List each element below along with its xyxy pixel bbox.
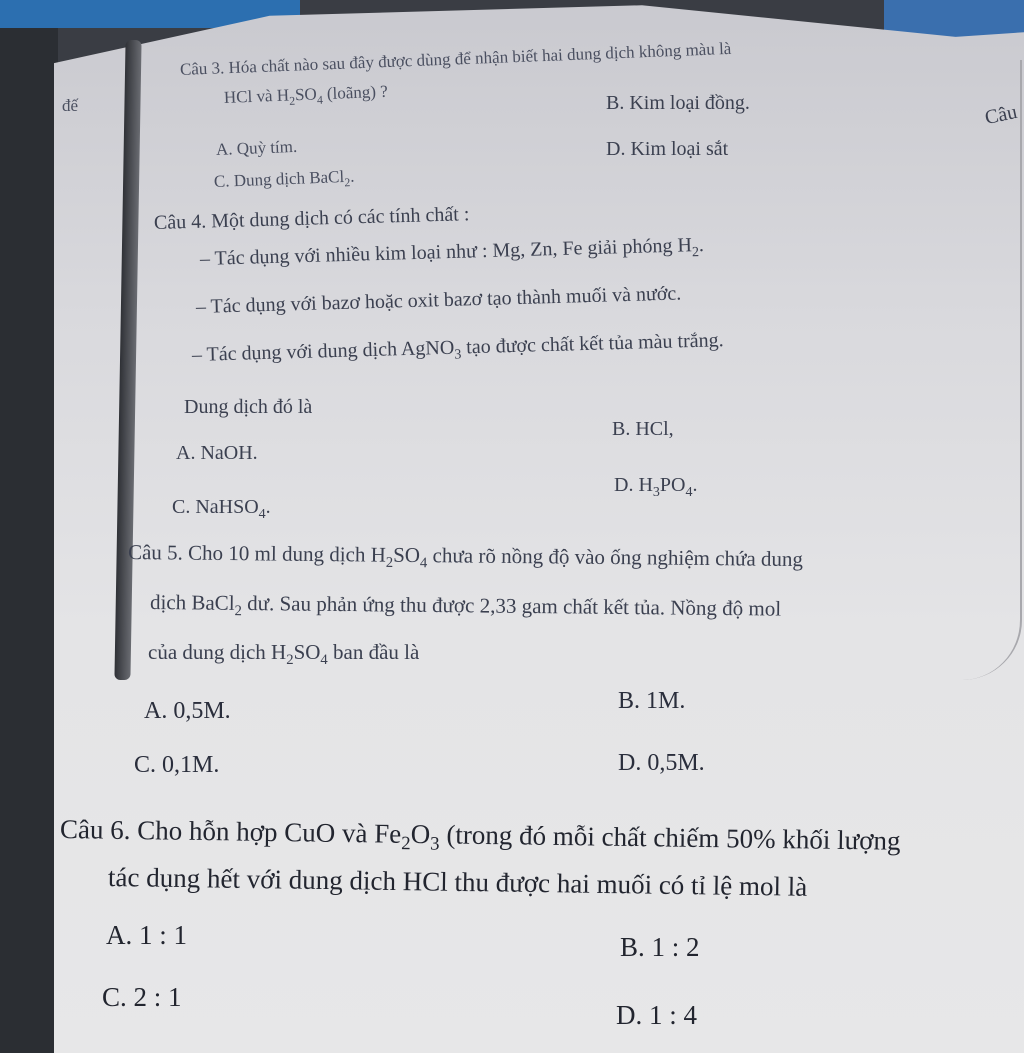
- question-4-option-a: A. NaOH.: [176, 442, 258, 464]
- question-5-line-1: Câu 5. Cho 10 ml dung dịch $H_2SO_4$ chưa rõ nồng độ vào ống nghiệm chứa dung: [127, 540, 804, 572]
- question-3-option-b: B. Kim loại đồng.: [606, 92, 750, 114]
- question-4-option-c: C. NaHSO$_4$.: [172, 496, 271, 522]
- question-5-option-b: B. 1M.: [618, 688, 686, 714]
- question-6-line-1: Câu 6. Cho hỗn hợp CuO và $Fe_2O_3$ (trong đó mỗi chất chiếm 50% khối lượng: [59, 814, 901, 856]
- question-5-option-a: A. 0,5M.: [144, 698, 231, 724]
- question-6-option-c: C. 2 : 1: [102, 982, 182, 1012]
- question-4-property-2: – Tác dụng với bazơ hoặc oxit bazơ tạo thành muối và nước.: [195, 282, 682, 318]
- margin-text-right: Câu: [982, 100, 1020, 130]
- margin-text-left: đế: [62, 96, 79, 115]
- question-5-option-c: C. 0,1M.: [134, 752, 220, 778]
- question-4-title: Câu 4. Một dung dịch có các tính chất :: [153, 203, 470, 234]
- question-5-option-d: D. 0,5M.: [618, 750, 705, 776]
- question-5-line-3: của dung dịch $H_2SO_4$ ban đầu là: [148, 640, 420, 669]
- question-4-property-3: – Tác dụng với dung dịch AgNO$_3$ tạo được chất kết tủa màu trắng.: [191, 329, 724, 366]
- question-3-option-d: D. Kim loại sắt: [606, 138, 729, 160]
- question-6-line-2: tác dụng hết với dung dịch HCl thu được hai muối có tỉ lệ mol là: [107, 862, 808, 902]
- background-left: [0, 0, 58, 1053]
- question-4-conclusion: Dung dịch đó là: [184, 396, 313, 418]
- question-6-option-a: A. 1 : 1: [106, 920, 187, 950]
- question-3-title: Câu 3. Hóa chất nào sau đây được dùng để nhận biết hai dung dịch không màu là: [179, 38, 732, 79]
- question-3-option-c: C. Dung dịch BaCl$_2$.: [213, 166, 355, 191]
- question-5-line-2: dịch BaCl$_2$ dư. Sau phản ứng thu được 2,33 gam chất kết tủa. Nồng độ mol: [149, 590, 782, 621]
- page-curve: [800, 60, 1022, 680]
- question-4-option-d: D. $H_3PO_4$.: [614, 474, 698, 500]
- question-4-property-1: – Tác dụng với nhiều kim loại như : Mg, Zn, Fe giải phóng $H_2$.: [199, 233, 705, 270]
- question-4-option-b: B. HCl,: [612, 418, 674, 440]
- question-3-option-a: A. Quỳ tím.: [215, 136, 298, 159]
- question-6-option-d: D. 1 : 4: [616, 1000, 697, 1030]
- question-6-option-b: B. 1 : 2: [620, 932, 700, 962]
- question-3-subtitle: HCl và $H_2SO_4$ (loãng) ?: [223, 81, 389, 108]
